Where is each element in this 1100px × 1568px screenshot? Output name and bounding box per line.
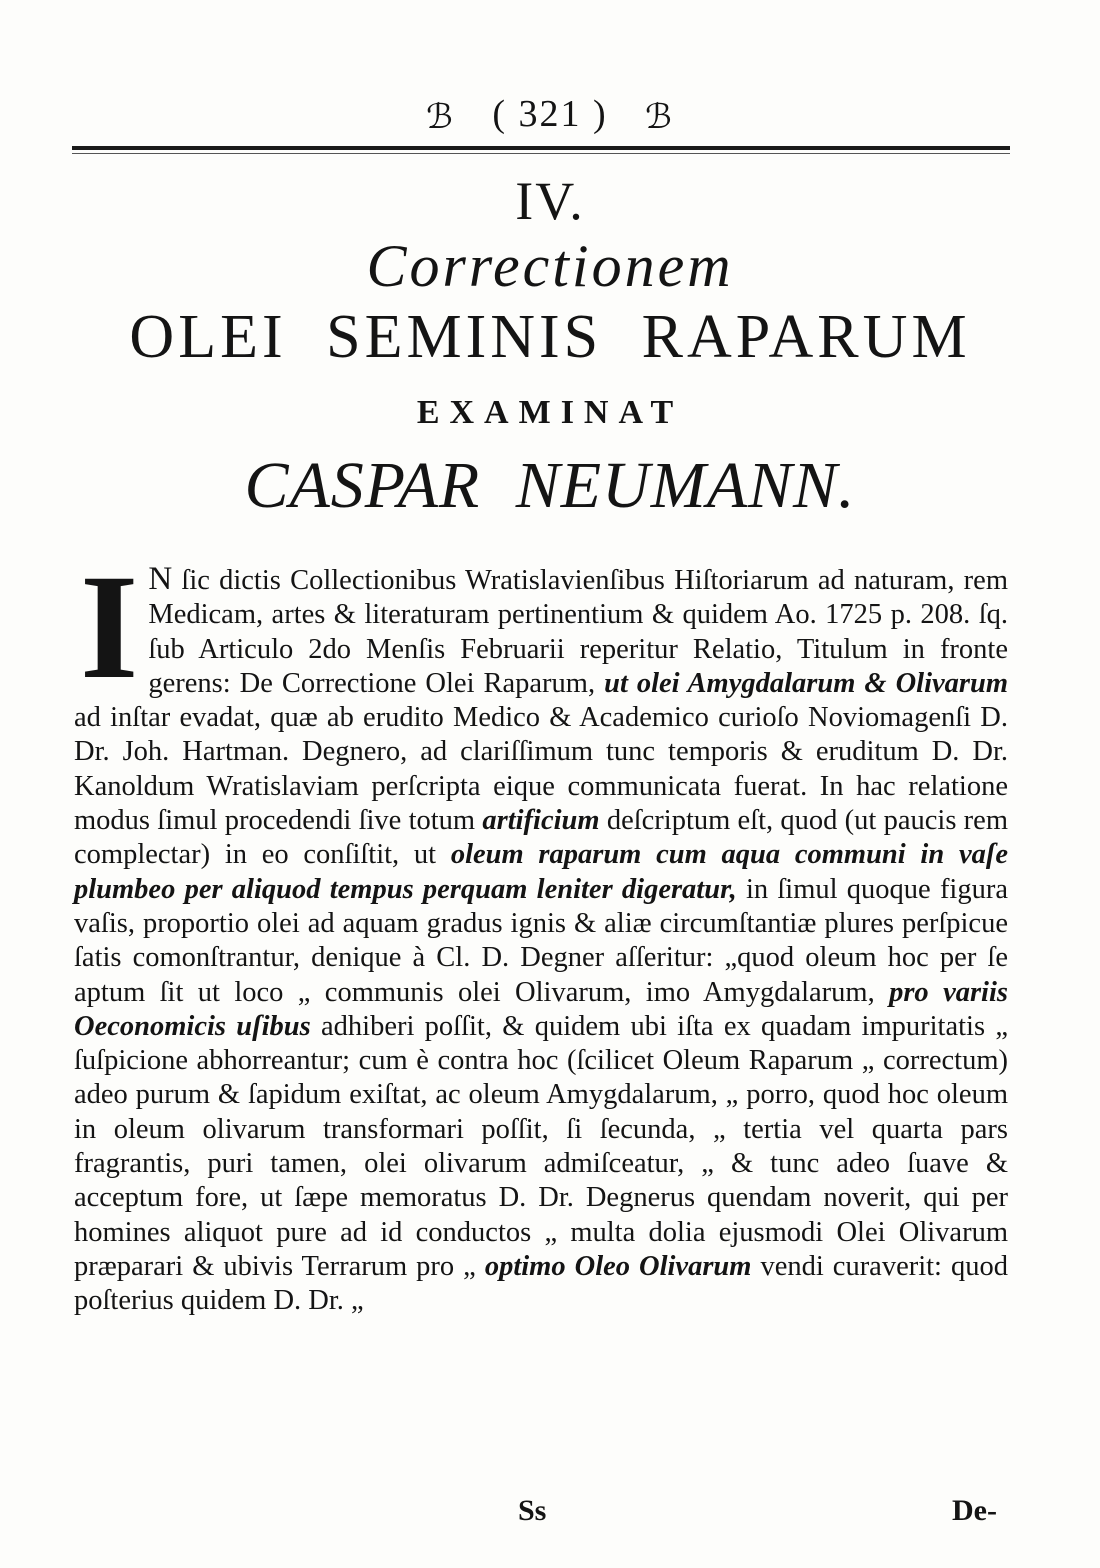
first-letter: N (148, 561, 173, 597)
header-rule (72, 146, 1010, 150)
italic-segment-1: ut olei Amygdalarum & Olivarum (604, 667, 1008, 699)
section-number: IV. (515, 171, 585, 231)
title-line-2: OLEI SEMINIS RAPARUM (129, 303, 971, 371)
drop-cap: I (80, 544, 139, 710)
text-segment-1: ſic dictis Collectionibus Wratislavienſibus Hiſtoriarum ad naturam, rem Medicam, artes & literaturam pertinentium & quidem Ao. 1725 p. 208. ſq. ſub Articulo 2do Menſis Februarii reperitur Relatio, Titulum in fronte gerens: De Correctione Olei Raparum, (148, 565, 1008, 699)
text-segment-6: vendi curaverit: quod poſterius quidem D. Dr. „ (74, 1250, 1008, 1317)
text-segment-4: in ſimul quoque figura vaſis, proportio olei ad aquam gradus ignis & aliæ circumſtantiæ plures perſpicue ſatis comonſtrantur, denique à Cl. D. Degner aſſeritur: „quod oleum hoc per ſe aptum ſit ut loco „ communis olei Olivarum, imo Amygdalarum, (74, 873, 1008, 1008)
running-head (0, 92, 1100, 137)
title-line-1: Correctionem (366, 233, 734, 299)
text-segment-3: deſcriptum eſt, quod (ut paucis rem complectar) in eo conſiſtit, ut (74, 805, 1008, 871)
catchword: De- (952, 1494, 997, 1527)
signature-mark: Ss (518, 1494, 547, 1527)
author: CASPAR NEUMANN. (244, 449, 856, 522)
italic-segment-2: artificium (482, 805, 600, 837)
header-rule-thin (72, 153, 1010, 154)
italic-segment-3: oleum raparum cum aqua communi in vaſe plumbeo per aliquod tempus perquam leniter digeratur, (74, 839, 1008, 905)
page-number: ( 321 ) (492, 93, 608, 135)
right-ornament-icon: ℬ (645, 99, 674, 137)
text-segment-5: adhiberi poſſit, & quidem ubi iſta ex quadam impuritatis „ ſuſpicione abhorreantur; cum è contra hoc (ſcilicet Oleum Raparum „ correctum) adeo purum & ſapidum exiſtat, ac oleum Amygdalarum, „ porro, quod hoc oleum in oleum olivarum transformari poſſit, ſi ſecunda, „ tertia vel quarta pars fragrantis, puri tamen, olei olivarum admiſceatur, „ & tunc adeo ſuave & acceptum fore, ut ſæpe memoratus D. Dr. Degnerus quendam noverit, qui per homines aliquot pure ad id conductos „ multa dolia ejusmodi Olei Olivarum præparari & ubivis Terrarum pro „ (74, 1010, 1008, 1282)
body-paragraph (74, 544, 1008, 1319)
italic-segment-5: optimo Oleo Olivarum (484, 1250, 752, 1282)
title-line-3: EXAMINAT (416, 394, 684, 431)
text-segment-2: ad inſtar evadat, quæ ab erudito Medico & Academico curioſo Noviomagenſi D. Dr. Joh. Hartman. Degnero, ad clariſſimum tunc temporis & eruditum D. Dr. Kanoldum Wratislaviam perſcripta eique communicata fuerat. In hac relatione modus ſimul procedendi ſive totum (74, 702, 1008, 837)
italic-segment-4: pro variis Oeconomicis uſibus (74, 976, 1008, 1042)
left-ornament-icon: ℬ (426, 99, 455, 137)
